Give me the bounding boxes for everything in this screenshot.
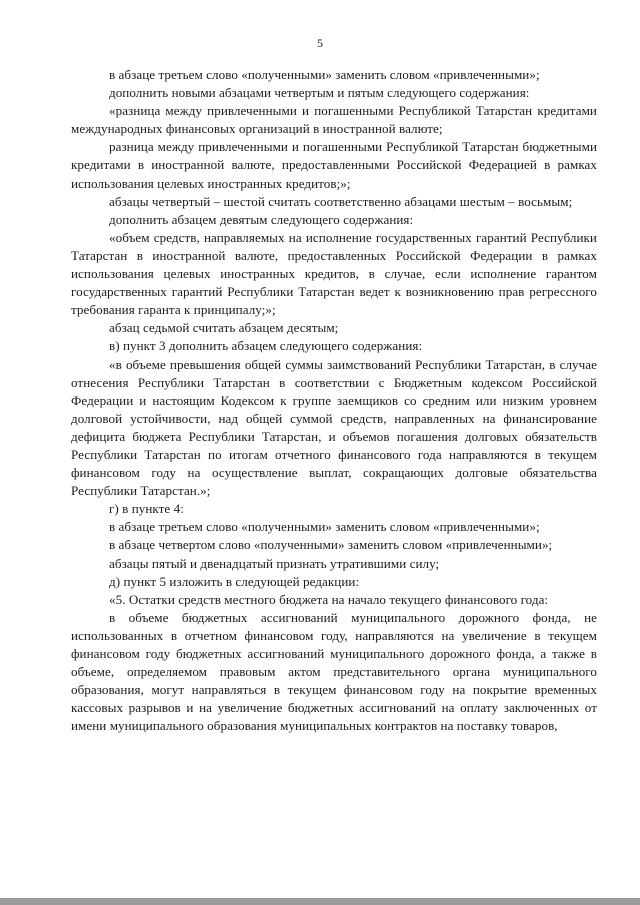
paragraph: разница между привлеченными и погашенными Республикой Татарстан бюджетными кредитами в иностранной валюте, предоставленными Российской Федерацией в рамках использования целевых иностранных кредитов;»; bbox=[71, 139, 597, 191]
paragraph: «объем средств, направляемых на исполнение государственных гарантий Республики Татарстан в иностранной валюте, предоставленных Российской Федерации в рамках использования целевых иностранных кредитов, в случае, если исполнение гарантом государственных гарантий Республики Татарстан ведет к возникновению прав регрессного требования гаранта к принципалу;»; bbox=[71, 229, 597, 318]
paragraph: «разница между привлеченными и погашенными Республикой Татарстан кредитами международных финансовых организаций в иностранной валюте; bbox=[71, 103, 597, 137]
paragraph: в абзаце третьем слово «полученными» заменить словом «привлеченными»; bbox=[109, 519, 540, 535]
paragraph: абзацы пятый и двенадцатый признать утратившими силу; bbox=[109, 555, 440, 571]
paragraph: абзацы четвертый – шестой считать соответственно абзацами шестым – восьмым; bbox=[109, 193, 573, 209]
paragraph: д) пункт 5 изложить в следующей редакции: bbox=[109, 573, 360, 589]
paragraph: г) в пункте 4: bbox=[109, 501, 184, 517]
paragraph: в абзаце третьем слово «полученными» заменить словом «привлеченными»; bbox=[109, 67, 540, 82]
paragraph: дополнить новыми абзацами четвертым и пятым следующего содержания: bbox=[109, 85, 530, 101]
scan-bottom-edge bbox=[0, 898, 640, 905]
paragraph: в) пункт 3 дополнить абзацем следующего содержания: bbox=[109, 338, 423, 354]
document-body bbox=[71, 66, 597, 735]
paragraph: в абзаце четвертом слово «полученными» заменить словом «привлеченными»; bbox=[109, 537, 553, 553]
paragraph: в объеме бюджетных ассигнований муниципального дорожного фонда, не использованных в отчетном финансовом году, направляются на увеличение в текущем финансовом году бюджетных ассигнований муниципального дорожного фонда, а также в объеме, определяемом правовым актом представительного органа муниципального образования, могут направляться в текущем финансовом году на покрытие временных кассовых разрывов и на увеличение бюджетных ассигнований на оплату заключенных от имени муниципального образования муниципальных контрактов на поставку товаров, bbox=[71, 609, 597, 734]
paragraph: «в объеме превышения общей суммы заимствований Республики Татарстан, в случае отнесения Республики Татарстан в соответствии с Бюджетным кодексом Российской Федерации и настоящим Кодексом к группе заемщиков со средним или низким уровнем долговой устойчивости, над общей суммой средств, направленных на финансирование дефицита бюджета Республики Татарстан, и объемов погашения долговых обязательств Республики Татарстан по итогам отчетного финансового года направляются в текущем финансовом году на осуществление выплат, сокращающих долговые обязательства Республики Татарстан.»; bbox=[71, 356, 597, 499]
paragraph: «5. Остатки средств местного бюджета на начало текущего финансового года: bbox=[109, 591, 549, 607]
paragraph: абзац седьмой считать абзацем десятым; bbox=[109, 320, 339, 336]
paragraph: дополнить абзацем девятым следующего содержания: bbox=[109, 211, 414, 227]
page-number: 5 bbox=[317, 36, 323, 50]
